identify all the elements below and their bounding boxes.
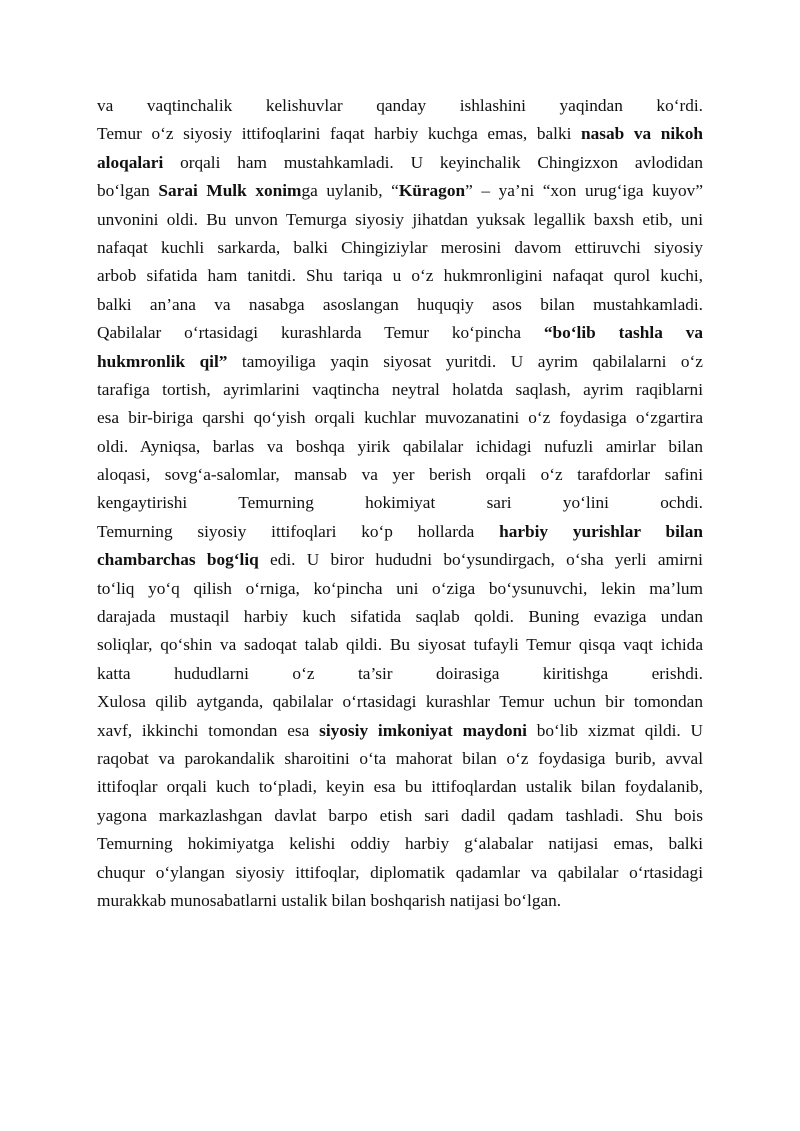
text-segment: darajada mustaqil harbiy kuch sifatida saqlab qoldi. Buning evaziga undan	[97, 607, 703, 627]
text-segment: va vaqtinchalik kelishuvlar qanday ishlashini yaqindan koʻrdi.	[97, 96, 703, 115]
text-line	[97, 489, 703, 517]
text-line	[97, 376, 703, 404]
text-segment: arbob sifatida ham tanitdi. Shu tariqa u oʻz hukmronligini nafaqat qurol kuchi,	[97, 266, 703, 286]
text-line	[97, 92, 703, 120]
bold-text-segment: Sarai Mulk xonim	[158, 181, 302, 201]
bold-text-segment: “boʻlib tashla va	[543, 323, 704, 343]
text-line	[97, 887, 703, 915]
text-segment: esa bir-biriga qarshi qoʻyish orqali kuchlar muvozanatini oʻz foydasiga oʻzgartira	[97, 408, 703, 428]
text-segment: yagona markazlashgan davlat barpo etish sari dadil qadam tashladi. Shu bois	[97, 805, 703, 825]
text-segment: soliqlar, qoʻshin va sadoqat talab qildi. Bu siyosat tufayli Temur qisqa vaqt ichida	[97, 635, 703, 655]
text-line	[97, 177, 703, 205]
text-segment: Temurning hokimiyatga kelishi oddiy harbiy gʻalabalar natijasi emas, balki	[97, 834, 703, 854]
text-line	[97, 631, 703, 659]
text-line	[97, 518, 703, 546]
text-segment: edi. U biror hududni boʻysundirgach, oʻsha yerli amirni	[258, 550, 703, 570]
text-line	[97, 688, 703, 716]
bold-text-segment: hukmronlik qil”	[97, 351, 228, 371]
text-segment: Temur oʻz siyosiy ittifoqlarini faqat harbiy kuchga emas, balki	[97, 124, 581, 144]
bold-text-segment: chambarchas bogʻliq	[97, 550, 259, 570]
text-line	[97, 291, 703, 319]
text-segment: balki an’ana va nasabga asoslangan huquqiy asos bilan mustahkamladi.	[97, 294, 703, 314]
text-segment: Xulosa qilib aytganda, qabilalar oʻrtasidagi kurashlar Temur uchun bir tomondan	[97, 692, 703, 712]
text-line	[97, 830, 703, 858]
text-segment: ” – ya’ni “xon urugʻiga kuyov”	[465, 181, 703, 201]
text-line	[97, 546, 703, 574]
document-body	[97, 92, 703, 915]
text-segment: xavf, ikkinchi tomondan esa	[97, 720, 320, 740]
text-line	[97, 149, 703, 177]
text-segment: tamoyiliga yaqin siyosat yuritdi. U ayrim qabilalarni oʻz	[227, 351, 703, 371]
text-line	[97, 319, 703, 347]
text-line	[97, 802, 703, 830]
text-segment: katta hududlarni oʻz ta’sir doirasiga kiritishga erishdi.	[97, 663, 703, 683]
text-segment: kengaytirishi Temurning hokimiyat sari yoʻlini ochdi.	[97, 493, 703, 513]
text-line	[97, 603, 703, 631]
text-segment: nafaqat kuchli sarkarda, balki Chingiziylar merosini davom ettiruvchi siyosiy	[97, 237, 703, 257]
text-line	[97, 575, 703, 603]
text-segment: ittifoqlar orqali kuch toʻpladi, keyin esa bu ittifoqlardan ustalik bilan foydalanib,	[97, 777, 703, 797]
text-segment: boʻlib xizmat qildi. U	[526, 720, 703, 740]
bold-text-segment: siyosiy imkoniyat maydoni	[319, 720, 527, 740]
text-segment: murakkab munosabatlarni ustalik bilan boshqarish natijasi boʻlgan.	[97, 890, 562, 910]
bold-text-segment: nasab va nikoh	[581, 124, 703, 144]
text-line	[97, 660, 703, 688]
text-line	[97, 717, 703, 745]
text-segment: raqobat va parokandalik sharoitini oʻta mahorat bilan oʻz foydasiga burib, avval	[97, 748, 703, 768]
text-line	[97, 461, 703, 489]
bold-text-segment: Küragon	[398, 181, 466, 201]
bold-text-segment: aloqalari	[97, 152, 164, 172]
text-segment: tarafiga tortish, ayrimlarini vaqtincha neytral holatda saqlash, ayrim raqiblarni	[97, 379, 703, 399]
text-segment: oldi. Ayniqsa, barlas va boshqa yirik qabilalar ichidagi nufuzli amirlar bilan	[97, 436, 703, 456]
text-line	[97, 745, 703, 773]
text-line	[97, 262, 703, 290]
text-line	[97, 234, 703, 262]
text-segment: toʻliq yoʻq qilish oʻrniga, koʻpincha uni oʻziga boʻysunuvchi, lekin ma’lum	[97, 578, 703, 598]
text-line	[97, 859, 703, 887]
text-segment: aloqasi, sovgʻa-salomlar, mansab va yer berish orqali oʻz tarafdorlar safini	[97, 465, 703, 485]
text-line	[97, 348, 703, 376]
text-segment: Temurning siyosiy ittifoqlari koʻp hollarda	[97, 521, 500, 541]
text-segment: unvonini oldi. Bu unvon Temurga siyosiy jihatdan yuksak legallik baxsh etib, uni	[97, 209, 703, 229]
text-segment: chuqur oʻylangan siyosiy ittifoqlar, diplomatik qadamlar va qabilalar oʻrtasidagi	[97, 862, 703, 882]
text-line	[97, 120, 703, 148]
text-line	[97, 433, 703, 461]
text-line	[97, 404, 703, 432]
text-segment: orqali ham mustahkamladi. U keyinchalik Chingizxon avlodidan	[163, 152, 703, 172]
text-line	[97, 773, 703, 801]
text-segment: boʻlgan	[97, 181, 159, 201]
text-line	[97, 206, 703, 234]
bold-text-segment: harbiy yurishlar bilan	[499, 521, 703, 541]
text-segment: Qabilalar oʻrtasidagi kurashlarda Temur koʻpincha	[97, 323, 544, 343]
text-segment: ga uylanib, “	[301, 181, 399, 201]
